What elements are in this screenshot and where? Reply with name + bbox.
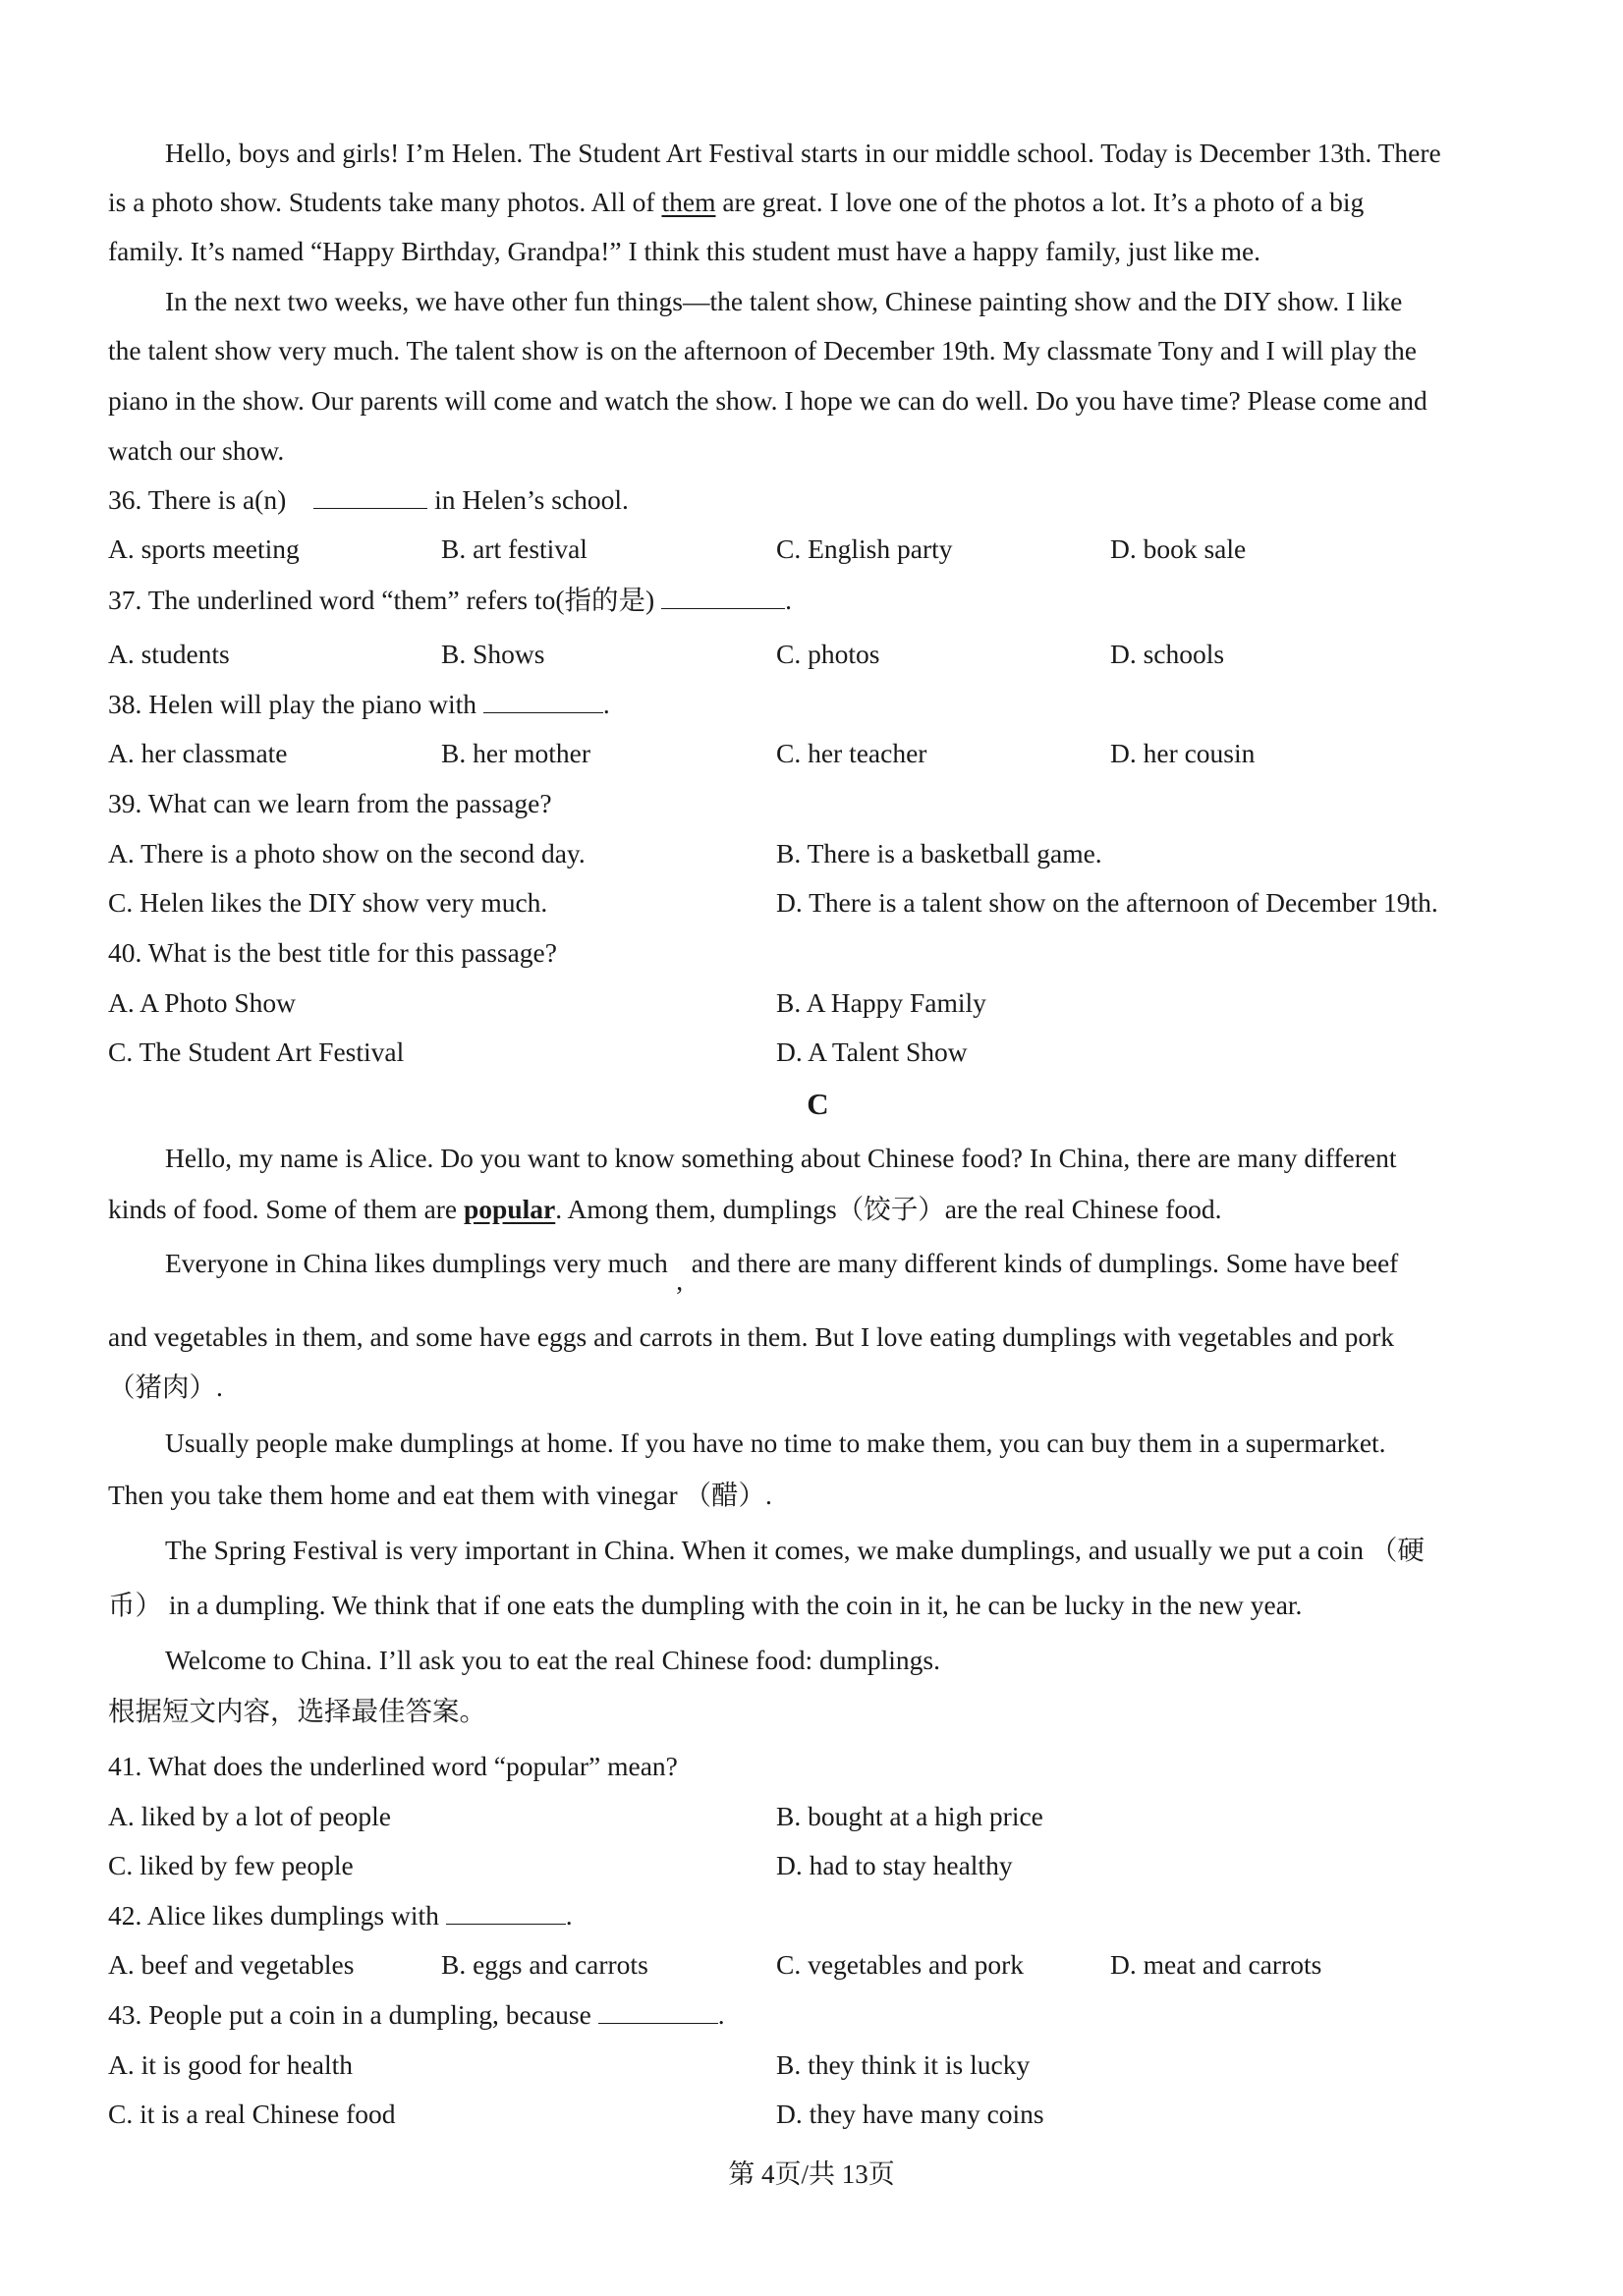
passage-line: 币） in a dumpling. We think that if one eats the dumpling with the coin in it, he can be lucky in the new year. — [108, 1590, 1303, 1620]
answer-blank — [598, 2022, 718, 2024]
option: B. Shows — [441, 639, 545, 669]
section-title: C — [807, 1087, 829, 1121]
question-stem: 43. People put a coin in a dumpling, because . — [108, 1999, 725, 2030]
option: B. There is a basketball game. — [776, 838, 1102, 868]
passage-line: watch our show. — [108, 435, 285, 466]
answer-blank — [483, 711, 603, 713]
option: D. There is a talent show on the afternoon of December 19th. — [776, 887, 1438, 918]
instruction: 根据短文内容，选择最佳答案。 — [108, 1696, 486, 1726]
option: D. had to stay healthy — [776, 1850, 1013, 1880]
passage-line: piano in the show. Our parents will come and watch the show. I hope we can do well. Do you have time? Please come and — [108, 385, 1427, 416]
passage-line: Everyone in China likes dumplings very much,and there are many different kinds of dumplings. Some have beef — [165, 1248, 1399, 1296]
passage-line: is a photo show. Students take many photos. All of them are great. I love one of the photos a lot. It’s a photo of a big — [108, 187, 1365, 217]
option: C. vegetables and pork — [776, 1949, 1025, 1980]
option: C. English party — [776, 533, 953, 564]
option: A. her classmate — [108, 738, 288, 768]
page-footer: 第 4页/共 13页 — [728, 2159, 895, 2189]
option: C. photos — [776, 639, 880, 669]
option: B. A Happy Family — [776, 987, 986, 1018]
option: D. schools — [1110, 639, 1225, 669]
passage-line: family. It’s named “Happy Birthday, Grandpa!” I think this student must have a happy family, just like me. — [108, 236, 1261, 266]
passage-line: Usually people make dumplings at home. If you have no time to make them, you can buy them in a supermarket. — [165, 1428, 1386, 1458]
option: B. bought at a high price — [776, 1801, 1043, 1831]
option: D. they have many coins — [776, 2099, 1044, 2129]
option: A. it is good for health — [108, 2049, 353, 2080]
option: D. book sale — [1110, 533, 1247, 564]
option: A. sports meeting — [108, 533, 300, 564]
passage-line: Then you take them home and eat them with vinegar （醋）. — [108, 1480, 772, 1510]
option: C. her teacher — [776, 738, 927, 768]
answer-blank — [661, 607, 785, 609]
passage-line: In the next two weeks, we have other fun things—the talent show, Chinese painting show and the DIY show. I like — [165, 286, 1403, 316]
option: C. it is a real Chinese food — [108, 2099, 396, 2129]
passage-line: Welcome to China. I’ll ask you to eat the real Chinese food: dumplings. — [165, 1645, 941, 1675]
option: C. liked by few people — [108, 1850, 354, 1880]
option: A. A Photo Show — [108, 987, 297, 1018]
question-stem: 41. What does the underlined word “popular” mean? — [108, 1751, 678, 1781]
option: C. Helen likes the DIY show very much. — [108, 887, 548, 918]
passage-line: The Spring Festival is very important in China. When it comes, we make dumplings, and usually we put a coin （硬 — [165, 1535, 1425, 1565]
option: A. beef and vegetables — [108, 1949, 355, 1980]
question-stem: 37. The underlined word “them” refers to(指的是) . — [108, 585, 792, 615]
option: D. A Talent Show — [776, 1036, 968, 1067]
question-stem: 42. Alice likes dumplings with . — [108, 1900, 573, 1931]
answer-blank — [446, 1923, 566, 1925]
option: D. meat and carrots — [1110, 1949, 1322, 1980]
option: A. students — [108, 639, 230, 669]
option: B. eggs and carrots — [441, 1949, 648, 1980]
passage-line: （猪肉）. — [108, 1372, 223, 1402]
underlined-word-popular: popular — [464, 1194, 556, 1224]
option: A. There is a photo show on the second day. — [108, 838, 586, 868]
answer-blank — [313, 507, 427, 509]
option: C. The Student Art Festival — [108, 1036, 405, 1067]
question-stem: 40. What is the best title for this passage? — [108, 937, 557, 968]
option: B. her mother — [441, 738, 590, 768]
question-stem: 36. There is a(n) in Helen’s school. — [108, 484, 629, 515]
passage-line: and vegetables in them, and some have eggs and carrots in them. But I love eating dumplings with vegetables and pork — [108, 1321, 1394, 1352]
passage-line: Hello, boys and girls! I’m Helen. The Student Art Festival starts in our middle school. Today is December 13th. There — [165, 138, 1441, 168]
passage-line: the talent show very much. The talent show is on the afternoon of December 19th. My classmate Tony and I will play the — [108, 335, 1418, 365]
question-stem: 38. Helen will play the piano with . — [108, 689, 610, 719]
option: A. liked by a lot of people — [108, 1801, 391, 1831]
passage-line: kinds of food. Some of them are popular. Among them, dumplings（饺子）are the real Chinese food. — [108, 1194, 1222, 1224]
option: D. her cousin — [1110, 738, 1256, 768]
question-stem: 39. What can we learn from the passage? — [108, 788, 552, 818]
option: B. they think it is lucky — [776, 2049, 1031, 2080]
underlined-word-them: them — [661, 187, 716, 217]
option: B. art festival — [441, 533, 588, 564]
passage-line: Hello, my name is Alice. Do you want to know something about Chinese food? In China, there are many different — [165, 1143, 1397, 1173]
